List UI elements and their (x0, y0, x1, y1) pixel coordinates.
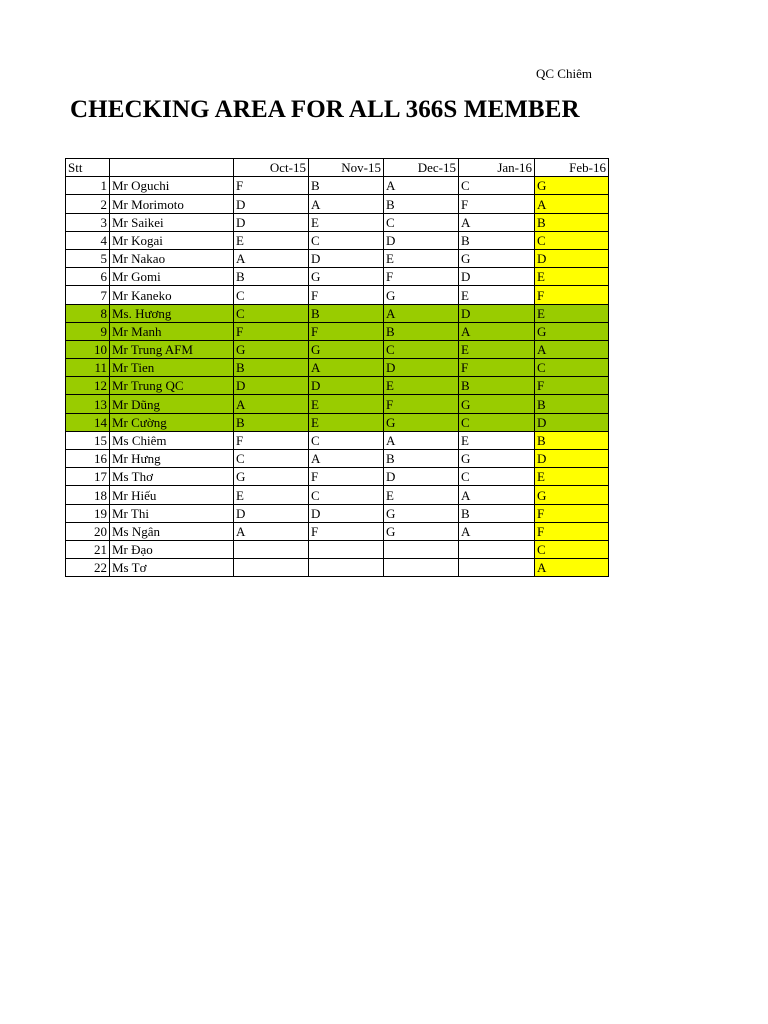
grade-dec-15-cell[interactable]: A (384, 431, 459, 449)
row-number-cell[interactable]: 20 (66, 522, 110, 540)
grade-dec-15-cell[interactable]: E (384, 377, 459, 395)
grade-jan-16-cell[interactable]: G (459, 249, 535, 267)
grade-dec-15-cell[interactable]: A (384, 177, 459, 195)
member-name-cell[interactable]: Mr Dũng (110, 395, 234, 413)
grade-feb-16-cell[interactable]: D (535, 413, 609, 431)
grade-jan-16-cell[interactable]: D (459, 268, 535, 286)
grade-oct-15-cell[interactable]: D (234, 377, 309, 395)
grade-dec-15-cell[interactable]: B (384, 322, 459, 340)
grade-oct-15-cell[interactable]: B (234, 413, 309, 431)
grade-feb-16-cell[interactable]: B (535, 395, 609, 413)
row-number-cell[interactable]: 14 (66, 413, 110, 431)
column-header-stt[interactable]: Stt (66, 159, 110, 177)
table-row (66, 377, 609, 395)
grade-dec-15-cell[interactable]: G (384, 504, 459, 522)
grade-dec-15-cell[interactable]: B (384, 195, 459, 213)
table-row (66, 450, 609, 468)
grade-nov-15-cell[interactable]: D (309, 249, 384, 267)
grade-feb-16-cell[interactable]: A (535, 559, 609, 577)
grade-nov-15-cell[interactable]: A (309, 195, 384, 213)
grade-oct-15-cell[interactable]: B (234, 359, 309, 377)
grade-oct-15-cell[interactable]: A (234, 395, 309, 413)
grade-feb-16-cell[interactable]: B (535, 431, 609, 449)
row-number-cell[interactable]: 16 (66, 450, 110, 468)
grade-oct-15-cell[interactable]: F (234, 431, 309, 449)
grade-dec-15-cell[interactable]: E (384, 249, 459, 267)
grade-jan-16-cell[interactable]: E (459, 286, 535, 304)
table-row (66, 413, 609, 431)
grade-dec-15-cell[interactable] (384, 559, 459, 577)
grade-dec-15-cell[interactable]: G (384, 413, 459, 431)
row-number-cell[interactable]: 11 (66, 359, 110, 377)
member-name-cell[interactable]: Mr Trung QC (110, 377, 234, 395)
grade-nov-15-cell[interactable]: G (309, 268, 384, 286)
table-row (66, 431, 609, 449)
grade-jan-16-cell[interactable]: B (459, 377, 535, 395)
table-row (66, 322, 609, 340)
grade-feb-16-cell[interactable]: F (535, 504, 609, 522)
grade-oct-15-cell[interactable]: C (234, 304, 309, 322)
column-header-dec-15[interactable]: Dec-15 (384, 159, 459, 177)
grade-feb-16-cell[interactable]: D (535, 450, 609, 468)
table-row (66, 268, 609, 286)
grade-jan-16-cell[interactable]: A (459, 486, 535, 504)
grade-jan-16-cell[interactable]: E (459, 340, 535, 358)
row-number-cell[interactable]: 13 (66, 395, 110, 413)
grade-nov-15-cell[interactable]: D (309, 504, 384, 522)
grade-nov-15-cell[interactable]: C (309, 486, 384, 504)
member-name-cell[interactable]: Mr Saikei (110, 213, 234, 231)
grade-dec-15-cell[interactable] (384, 540, 459, 558)
member-name-cell[interactable]: Mr Gomi (110, 268, 234, 286)
grade-nov-15-cell[interactable]: B (309, 177, 384, 195)
author-label: QC Chiêm (536, 66, 592, 81)
header-row (66, 159, 609, 177)
grade-jan-16-cell[interactable]: B (459, 231, 535, 249)
table-row (66, 177, 609, 195)
member-name-cell[interactable]: Mr Đạo (110, 540, 234, 558)
grade-feb-16-cell[interactable]: C (535, 359, 609, 377)
grade-nov-15-cell[interactable]: B (309, 304, 384, 322)
grade-nov-15-cell[interactable]: D (309, 377, 384, 395)
grade-dec-15-cell[interactable]: G (384, 286, 459, 304)
table-row (66, 486, 609, 504)
grade-jan-16-cell[interactable]: F (459, 359, 535, 377)
grade-oct-15-cell[interactable]: F (234, 322, 309, 340)
grade-feb-16-cell[interactable]: E (535, 468, 609, 486)
grade-oct-15-cell[interactable]: B (234, 268, 309, 286)
row-number-cell[interactable]: 3 (66, 213, 110, 231)
grade-nov-15-cell[interactable]: A (309, 359, 384, 377)
grade-oct-15-cell[interactable]: C (234, 450, 309, 468)
member-name-cell[interactable]: Mr Morimoto (110, 195, 234, 213)
grade-jan-16-cell[interactable]: C (459, 177, 535, 195)
member-name-cell[interactable]: Ms Tơ (110, 559, 234, 577)
grade-nov-15-cell[interactable]: F (309, 286, 384, 304)
member-name-cell[interactable]: Mr Kogai (110, 231, 234, 249)
grade-nov-15-cell[interactable]: F (309, 468, 384, 486)
table-row (66, 304, 609, 322)
grade-nov-15-cell[interactable] (309, 540, 384, 558)
grade-nov-15-cell[interactable] (309, 559, 384, 577)
row-number-cell[interactable]: 12 (66, 377, 110, 395)
grade-jan-16-cell[interactable]: G (459, 395, 535, 413)
grade-dec-15-cell[interactable]: F (384, 395, 459, 413)
grade-oct-15-cell[interactable]: F (234, 177, 309, 195)
member-name-cell[interactable]: Mr Manh (110, 322, 234, 340)
grade-jan-16-cell[interactable]: G (459, 450, 535, 468)
grade-oct-15-cell[interactable] (234, 559, 309, 577)
member-name-cell[interactable]: Mr Oguchi (110, 177, 234, 195)
grade-dec-15-cell[interactable]: D (384, 231, 459, 249)
row-number-cell[interactable]: 9 (66, 322, 110, 340)
row-number-cell[interactable]: 10 (66, 340, 110, 358)
row-number-cell[interactable]: 6 (66, 268, 110, 286)
table-row (66, 504, 609, 522)
grade-oct-15-cell[interactable]: G (234, 340, 309, 358)
row-number-cell[interactable]: 19 (66, 504, 110, 522)
row-number-cell[interactable]: 7 (66, 286, 110, 304)
member-name-cell[interactable]: Ms. Hương (110, 304, 234, 322)
grade-oct-15-cell[interactable]: A (234, 522, 309, 540)
grade-jan-16-cell[interactable]: F (459, 195, 535, 213)
member-name-cell[interactable]: Mr Kaneko (110, 286, 234, 304)
grade-dec-15-cell[interactable]: E (384, 486, 459, 504)
row-number-cell[interactable]: 18 (66, 486, 110, 504)
row-number-cell[interactable]: 2 (66, 195, 110, 213)
grade-jan-16-cell[interactable]: C (459, 413, 535, 431)
grade-jan-16-cell[interactable]: A (459, 522, 535, 540)
column-header-oct-15[interactable]: Oct-15 (234, 159, 309, 177)
grade-jan-16-cell[interactable] (459, 559, 535, 577)
grade-nov-15-cell[interactable]: C (309, 231, 384, 249)
grade-jan-16-cell[interactable]: A (459, 213, 535, 231)
member-name-cell[interactable]: Mr Hiếu (110, 486, 234, 504)
member-name-cell[interactable]: Mr Cường (110, 413, 234, 431)
table-row (66, 286, 609, 304)
table-row (66, 213, 609, 231)
row-number-cell[interactable]: 1 (66, 177, 110, 195)
table-row (66, 522, 609, 540)
grade-oct-15-cell[interactable]: E (234, 486, 309, 504)
grade-jan-16-cell[interactable]: E (459, 431, 535, 449)
grade-feb-16-cell[interactable]: G (535, 322, 609, 340)
grade-feb-16-cell[interactable]: C (535, 231, 609, 249)
member-name-cell[interactable]: Ms Thơ (110, 468, 234, 486)
grade-feb-16-cell[interactable]: G (535, 486, 609, 504)
grade-jan-16-cell[interactable]: B (459, 504, 535, 522)
column-header-jan-16[interactable]: Jan-16 (459, 159, 535, 177)
member-checking-table (65, 158, 609, 577)
table-row (66, 468, 609, 486)
member-name-cell[interactable]: Ms Ngân (110, 522, 234, 540)
grade-oct-15-cell[interactable] (234, 540, 309, 558)
grade-nov-15-cell[interactable]: E (309, 413, 384, 431)
grade-dec-15-cell[interactable]: C (384, 340, 459, 358)
grade-dec-15-cell[interactable]: F (384, 268, 459, 286)
row-number-cell[interactable]: 4 (66, 231, 110, 249)
grade-oct-15-cell[interactable]: A (234, 249, 309, 267)
grade-feb-16-cell[interactable]: A (535, 340, 609, 358)
grade-feb-16-cell[interactable]: E (535, 268, 609, 286)
grade-dec-15-cell[interactable]: G (384, 522, 459, 540)
grade-dec-15-cell[interactable]: B (384, 450, 459, 468)
grade-dec-15-cell[interactable]: A (384, 304, 459, 322)
row-number-cell[interactable]: 17 (66, 468, 110, 486)
row-number-cell[interactable]: 8 (66, 304, 110, 322)
table-row (66, 195, 609, 213)
table-row (66, 540, 609, 558)
grade-feb-16-cell[interactable]: F (535, 377, 609, 395)
column-header-feb-16[interactable]: Feb-16 (535, 159, 609, 177)
grade-nov-15-cell[interactable]: A (309, 450, 384, 468)
grade-oct-15-cell[interactable]: E (234, 231, 309, 249)
grade-nov-15-cell[interactable]: G (309, 340, 384, 358)
grade-dec-15-cell[interactable]: D (384, 468, 459, 486)
grade-oct-15-cell[interactable]: G (234, 468, 309, 486)
grade-jan-16-cell[interactable]: D (459, 304, 535, 322)
grade-jan-16-cell[interactable] (459, 540, 535, 558)
member-name-cell[interactable]: Ms Chiêm (110, 431, 234, 449)
page-title: CHECKING AREA FOR ALL 366S MEMBER (70, 96, 580, 123)
table-row (66, 231, 609, 249)
grade-feb-16-cell[interactable]: G (535, 177, 609, 195)
grade-jan-16-cell[interactable]: A (459, 322, 535, 340)
grade-feb-16-cell[interactable]: D (535, 249, 609, 267)
grade-oct-15-cell[interactable]: D (234, 504, 309, 522)
grade-feb-16-cell[interactable]: E (535, 304, 609, 322)
grade-feb-16-cell[interactable]: C (535, 540, 609, 558)
grade-nov-15-cell[interactable]: E (309, 213, 384, 231)
grade-feb-16-cell[interactable]: F (535, 286, 609, 304)
grade-oct-15-cell[interactable]: D (234, 213, 309, 231)
member-name-cell[interactable]: Mr Hưng (110, 450, 234, 468)
grade-dec-15-cell[interactable]: C (384, 213, 459, 231)
grade-feb-16-cell[interactable]: B (535, 213, 609, 231)
grade-nov-15-cell[interactable]: F (309, 322, 384, 340)
member-name-cell[interactable]: Mr Trung AFM (110, 340, 234, 358)
grade-feb-16-cell[interactable]: F (535, 522, 609, 540)
grade-nov-15-cell[interactable]: C (309, 431, 384, 449)
grade-feb-16-cell[interactable]: A (535, 195, 609, 213)
table-row (66, 249, 609, 267)
member-name-cell[interactable]: Mr Thi (110, 504, 234, 522)
grade-oct-15-cell[interactable]: C (234, 286, 309, 304)
table-row (66, 359, 609, 377)
column-header-name[interactable] (110, 159, 234, 177)
member-name-cell[interactable]: Mr Nakao (110, 249, 234, 267)
grade-dec-15-cell[interactable]: D (384, 359, 459, 377)
table-row (66, 395, 609, 413)
table-row (66, 559, 609, 577)
row-number-cell[interactable]: 21 (66, 540, 110, 558)
table-row (66, 340, 609, 358)
row-number-cell[interactable]: 15 (66, 431, 110, 449)
grade-nov-15-cell[interactable]: F (309, 522, 384, 540)
table-body (66, 177, 609, 577)
row-number-cell[interactable]: 22 (66, 559, 110, 577)
grade-oct-15-cell[interactable]: D (234, 195, 309, 213)
grade-jan-16-cell[interactable]: C (459, 468, 535, 486)
member-name-cell[interactable]: Mr Tien (110, 359, 234, 377)
row-number-cell[interactable]: 5 (66, 249, 110, 267)
grade-nov-15-cell[interactable]: E (309, 395, 384, 413)
column-header-nov-15[interactable]: Nov-15 (309, 159, 384, 177)
